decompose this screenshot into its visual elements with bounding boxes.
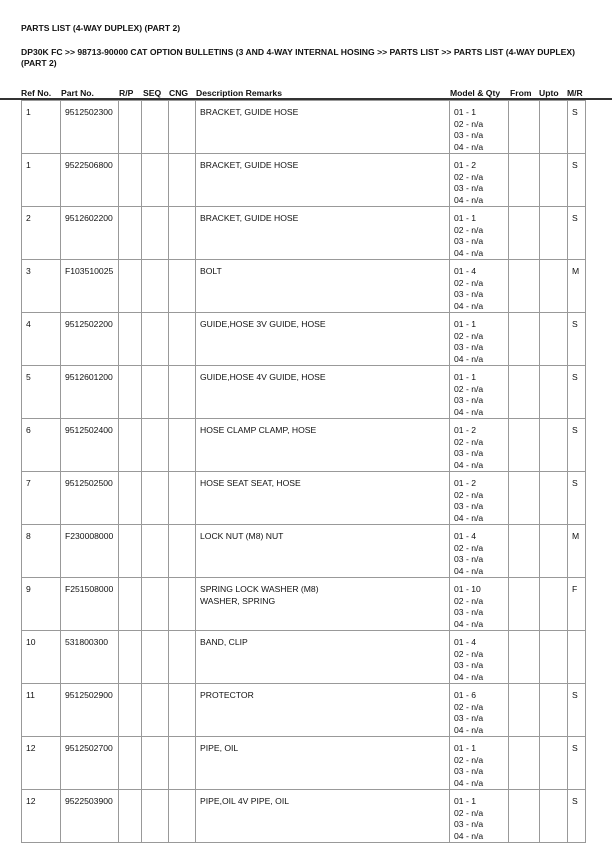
- mr-text: S: [572, 478, 578, 488]
- model-qty-line: 01 - 4: [454, 637, 476, 647]
- column-header: Part No.: [61, 88, 94, 98]
- ref-no-text: 1: [26, 107, 31, 117]
- model-qty-line: 03 - n/a: [454, 395, 484, 405]
- cng: [169, 790, 196, 843]
- ref-no-text: 2: [26, 213, 31, 223]
- from: [509, 631, 540, 684]
- from: [509, 472, 540, 525]
- column-header: M/R: [567, 88, 583, 98]
- model-qty-line: 04 - n/a: [454, 141, 484, 152]
- ref-no-text: 7: [26, 478, 31, 488]
- ref-no: [22, 419, 61, 472]
- mr: [568, 313, 586, 366]
- table-row: [22, 790, 586, 843]
- page-title: PARTS LIST (4-WAY DUPLEX) (PART 2): [21, 23, 181, 33]
- upto: [540, 419, 568, 472]
- upto: [540, 737, 568, 790]
- column-header: Upto: [539, 88, 559, 98]
- model-qty-line: 02 - n/a: [454, 436, 484, 447]
- model-qty-line: 04 - n/a: [454, 565, 484, 576]
- model-qty-line: 04 - n/a: [454, 353, 484, 364]
- model-qty-line: 01 - 1: [454, 743, 476, 753]
- part-no: [61, 154, 119, 207]
- rp: [119, 419, 142, 472]
- from: [509, 578, 540, 631]
- ref-no-text: 5: [26, 372, 31, 382]
- model-qty-line: 02 - n/a: [454, 648, 484, 659]
- mr: [568, 631, 586, 684]
- rp: [119, 101, 142, 154]
- description-line: SPRING LOCK WASHER (M8): [200, 584, 319, 594]
- mr: [568, 419, 586, 472]
- seq: [142, 684, 169, 737]
- column-header: SEQ: [143, 88, 162, 98]
- model-qty-line: 04 - n/a: [454, 194, 484, 205]
- model-qty-line: 02 - n/a: [454, 224, 484, 235]
- rp: [119, 154, 142, 207]
- ref-no: [22, 260, 61, 313]
- column-header: Model & Qty: [450, 88, 501, 98]
- description-line: HOSE CLAMP CLAMP, HOSE: [200, 425, 317, 435]
- ref-no: [22, 207, 61, 260]
- model-qty-line: 01 - 1: [454, 796, 476, 806]
- table-row: [22, 525, 586, 578]
- part-no-text: F230008000: [65, 531, 114, 541]
- mr: [568, 790, 586, 843]
- cng: [169, 207, 196, 260]
- part-no-text: 9512502900: [65, 690, 113, 700]
- model-qty-line: 03 - n/a: [454, 554, 484, 564]
- model-qty-line: 02 - n/a: [454, 595, 484, 606]
- mr: [568, 737, 586, 790]
- description: [196, 525, 450, 578]
- seq: [142, 101, 169, 154]
- model-qty: [450, 366, 509, 419]
- seq: [142, 631, 169, 684]
- from: [509, 737, 540, 790]
- upto: [540, 260, 568, 313]
- table-row: [22, 472, 586, 525]
- model-qty-line: 04 - n/a: [454, 406, 484, 417]
- ref-no: [22, 366, 61, 419]
- from: [509, 260, 540, 313]
- column-header: R/P: [119, 88, 134, 98]
- model-qty: [450, 684, 509, 737]
- model-qty-line: 04 - n/a: [454, 830, 484, 841]
- seq: [142, 472, 169, 525]
- column-header: Description Remarks: [196, 88, 282, 98]
- upto: [540, 472, 568, 525]
- part-no: [61, 631, 119, 684]
- upto: [540, 631, 568, 684]
- seq: [142, 737, 169, 790]
- part-no-text: 9522503900: [65, 796, 113, 806]
- model-qty: [450, 313, 509, 366]
- model-qty-line: 03 - n/a: [454, 448, 484, 458]
- model-qty-line: 04 - n/a: [454, 724, 484, 735]
- cng: [169, 419, 196, 472]
- model-qty: [450, 472, 509, 525]
- cng: [169, 631, 196, 684]
- table-row: [22, 419, 586, 472]
- model-qty: [450, 101, 509, 154]
- cng: [169, 578, 196, 631]
- model-qty: [450, 525, 509, 578]
- description-line: PIPE,OIL 4V PIPE, OIL: [200, 796, 290, 806]
- model-qty-line: 01 - 6: [454, 690, 476, 700]
- model-qty: [450, 260, 509, 313]
- ref-no: [22, 525, 61, 578]
- description: [196, 419, 450, 472]
- model-qty-line: 01 - 10: [454, 584, 481, 594]
- column-header: Ref No.: [21, 88, 52, 98]
- ref-no-text: 11: [26, 690, 35, 700]
- from: [509, 154, 540, 207]
- rp: [119, 525, 142, 578]
- description-line: BOLT: [200, 266, 222, 276]
- description-line: HOSE SEAT SEAT, HOSE: [200, 478, 301, 488]
- ref-no-text: 9: [26, 584, 31, 594]
- seq: [142, 790, 169, 843]
- description-line: WASHER, SPRING: [200, 595, 276, 606]
- seq: [142, 207, 169, 260]
- table-row: [22, 366, 586, 419]
- from: [509, 207, 540, 260]
- rp: [119, 207, 142, 260]
- description: [196, 631, 450, 684]
- description: [196, 737, 450, 790]
- cng: [169, 525, 196, 578]
- mr: [568, 578, 586, 631]
- part-no: [61, 313, 119, 366]
- description-line: GUIDE,HOSE 4V GUIDE, HOSE: [200, 372, 326, 382]
- model-qty-line: 03 - n/a: [454, 660, 484, 670]
- rp: [119, 737, 142, 790]
- model-qty-line: 02 - n/a: [454, 383, 484, 394]
- from: [509, 419, 540, 472]
- part-no-text: F251508000: [65, 584, 114, 594]
- part-no: [61, 737, 119, 790]
- description: [196, 684, 450, 737]
- model-qty-line: 01 - 2: [454, 160, 476, 170]
- model-qty-line: 01 - 1: [454, 319, 476, 329]
- mr-text: M: [572, 531, 580, 541]
- model-qty-line: 03 - n/a: [454, 183, 484, 193]
- model-qty-line: 04 - n/a: [454, 671, 484, 682]
- seq: [142, 313, 169, 366]
- model-qty-line: 03 - n/a: [454, 713, 484, 723]
- part-no: [61, 366, 119, 419]
- upto: [540, 101, 568, 154]
- rp: [119, 366, 142, 419]
- part-no-text: 9522506800: [65, 160, 113, 170]
- mr-text: S: [572, 160, 578, 170]
- cng: [169, 472, 196, 525]
- part-no-text: 531800300: [65, 637, 109, 647]
- model-qty-line: 03 - n/a: [454, 289, 484, 299]
- seq: [142, 525, 169, 578]
- ref-no: [22, 101, 61, 154]
- model-qty: [450, 631, 509, 684]
- model-qty-line: 02 - n/a: [454, 754, 484, 765]
- model-qty-line: 04 - n/a: [454, 618, 484, 629]
- cng: [169, 366, 196, 419]
- from: [509, 525, 540, 578]
- table-row: [22, 260, 586, 313]
- rp: [119, 260, 142, 313]
- ref-no: [22, 631, 61, 684]
- part-no-text: 9512602200: [65, 213, 113, 223]
- part-no: [61, 101, 119, 154]
- rp: [119, 472, 142, 525]
- model-qty-line: 04 - n/a: [454, 459, 484, 470]
- description: [196, 366, 450, 419]
- mr-text: S: [572, 425, 578, 435]
- description: [196, 790, 450, 843]
- model-qty-line: 03 - n/a: [454, 130, 484, 140]
- table-row: [22, 154, 586, 207]
- model-qty-line: 02 - n/a: [454, 542, 484, 553]
- model-qty-line: 01 - 4: [454, 266, 476, 276]
- model-qty-line: 04 - n/a: [454, 247, 484, 258]
- rp: [119, 313, 142, 366]
- cng: [169, 313, 196, 366]
- model-qty-line: 03 - n/a: [454, 607, 484, 617]
- part-no-text: 9512601200: [65, 372, 113, 382]
- ref-no-text: 1: [26, 160, 31, 170]
- description: [196, 313, 450, 366]
- model-qty-line: 02 - n/a: [454, 171, 484, 182]
- upto: [540, 154, 568, 207]
- upto: [540, 313, 568, 366]
- ref-no-text: 12: [26, 743, 36, 753]
- ref-no: [22, 472, 61, 525]
- table-row: [22, 737, 586, 790]
- description: [196, 260, 450, 313]
- description-line: BAND, CLIP: [200, 637, 248, 647]
- upto: [540, 207, 568, 260]
- model-qty: [450, 207, 509, 260]
- seq: [142, 419, 169, 472]
- mr: [568, 260, 586, 313]
- mr: [568, 207, 586, 260]
- ref-no: [22, 154, 61, 207]
- mr: [568, 525, 586, 578]
- seq: [142, 260, 169, 313]
- part-no-text: 9512502500: [65, 478, 113, 488]
- ref-no: [22, 737, 61, 790]
- part-no: [61, 472, 119, 525]
- upto: [540, 366, 568, 419]
- mr-text: S: [572, 372, 578, 382]
- model-qty-line: 04 - n/a: [454, 512, 484, 523]
- ref-no-text: 12: [26, 796, 36, 806]
- description: [196, 101, 450, 154]
- model-qty: [450, 737, 509, 790]
- part-no: [61, 578, 119, 631]
- ref-no-text: 4: [26, 319, 31, 329]
- model-qty-line: 02 - n/a: [454, 489, 484, 500]
- model-qty-line: 01 - 2: [454, 478, 476, 488]
- ref-no-text: 8: [26, 531, 31, 541]
- upto: [540, 684, 568, 737]
- cng: [169, 260, 196, 313]
- mr-text: S: [572, 319, 578, 329]
- part-no: [61, 525, 119, 578]
- breadcrumb: DP30K FC >> 98713-90000 CAT OPTION BULLETINS (3 AND 4-WAY INTERNAL HOSING >> PARTS LIST >> PARTS LIST (4-WAY DUPLEX) (PART 2): [21, 47, 575, 68]
- cng: [169, 101, 196, 154]
- model-qty: [450, 578, 509, 631]
- rp: [119, 578, 142, 631]
- column-header: CNG: [169, 88, 189, 98]
- description: [196, 154, 450, 207]
- model-qty: [450, 419, 509, 472]
- from: [509, 684, 540, 737]
- seq: [142, 366, 169, 419]
- model-qty-line: 01 - 4: [454, 531, 476, 541]
- upto: [540, 790, 568, 843]
- mr-text: M: [572, 266, 580, 276]
- model-qty: [450, 154, 509, 207]
- rp: [119, 631, 142, 684]
- model-qty-line: 01 - 1: [454, 372, 476, 382]
- model-qty-line: 03 - n/a: [454, 766, 484, 776]
- ref-no-text: 6: [26, 425, 31, 435]
- description-line: PROTECTOR: [200, 690, 254, 700]
- column-header: From: [510, 88, 532, 98]
- upto: [540, 525, 568, 578]
- ref-no-text: 10: [26, 637, 36, 647]
- ref-no-text: 3: [26, 266, 31, 276]
- rp: [119, 684, 142, 737]
- part-no-text: 9512502700: [65, 743, 113, 753]
- part-no: [61, 207, 119, 260]
- model-qty-line: 01 - 1: [454, 107, 476, 117]
- rp: [119, 790, 142, 843]
- model-qty-line: 02 - n/a: [454, 330, 484, 341]
- cng: [169, 684, 196, 737]
- table-row: [22, 578, 586, 631]
- mr: [568, 366, 586, 419]
- description-line: BRACKET, GUIDE HOSE: [200, 107, 299, 117]
- table-row: [22, 313, 586, 366]
- part-no: [61, 684, 119, 737]
- mr: [568, 684, 586, 737]
- mr-text: S: [572, 690, 578, 700]
- model-qty-line: 03 - n/a: [454, 236, 484, 246]
- from: [509, 101, 540, 154]
- mr: [568, 472, 586, 525]
- model-qty-line: 02 - n/a: [454, 701, 484, 712]
- model-qty-line: 01 - 1: [454, 213, 476, 223]
- table-row: [22, 101, 586, 154]
- description-line: GUIDE,HOSE 3V GUIDE, HOSE: [200, 319, 326, 329]
- seq: [142, 578, 169, 631]
- from: [509, 790, 540, 843]
- model-qty-line: 04 - n/a: [454, 777, 484, 788]
- description-line: LOCK NUT (M8) NUT: [200, 531, 284, 541]
- table-row: [22, 207, 586, 260]
- mr: [568, 101, 586, 154]
- seq: [142, 154, 169, 207]
- model-qty-line: 03 - n/a: [454, 501, 484, 511]
- part-no: [61, 260, 119, 313]
- cng: [169, 154, 196, 207]
- from: [509, 366, 540, 419]
- part-no-text: F103510025: [65, 266, 114, 276]
- model-qty: [450, 790, 509, 843]
- description: [196, 472, 450, 525]
- model-qty-line: 02 - n/a: [454, 118, 484, 129]
- parts-table: [21, 100, 586, 843]
- description: [196, 578, 450, 631]
- ref-no: [22, 684, 61, 737]
- part-no-text: 9512502400: [65, 425, 113, 435]
- model-qty-line: 02 - n/a: [454, 807, 484, 818]
- model-qty-line: 03 - n/a: [454, 342, 484, 352]
- mr: [568, 154, 586, 207]
- model-qty-line: 01 - 2: [454, 425, 476, 435]
- part-no: [61, 790, 119, 843]
- description-line: BRACKET, GUIDE HOSE: [200, 213, 299, 223]
- upto: [540, 578, 568, 631]
- mr-text: S: [572, 213, 578, 223]
- description-line: BRACKET, GUIDE HOSE: [200, 160, 299, 170]
- table-row: [22, 631, 586, 684]
- mr-text: S: [572, 796, 578, 806]
- description-line: PIPE, OIL: [200, 743, 239, 753]
- mr-text: F: [572, 584, 578, 594]
- ref-no: [22, 790, 61, 843]
- model-qty-line: 03 - n/a: [454, 819, 484, 829]
- table-row: [22, 684, 586, 737]
- cng: [169, 737, 196, 790]
- ref-no: [22, 578, 61, 631]
- part-no: [61, 419, 119, 472]
- ref-no: [22, 313, 61, 366]
- part-no-text: 9512502300: [65, 107, 113, 117]
- description: [196, 207, 450, 260]
- from: [509, 313, 540, 366]
- mr-text: S: [572, 107, 578, 117]
- model-qty-line: 04 - n/a: [454, 300, 484, 311]
- part-no-text: 9512502200: [65, 319, 113, 329]
- mr-text: S: [572, 743, 578, 753]
- model-qty-line: 02 - n/a: [454, 277, 484, 288]
